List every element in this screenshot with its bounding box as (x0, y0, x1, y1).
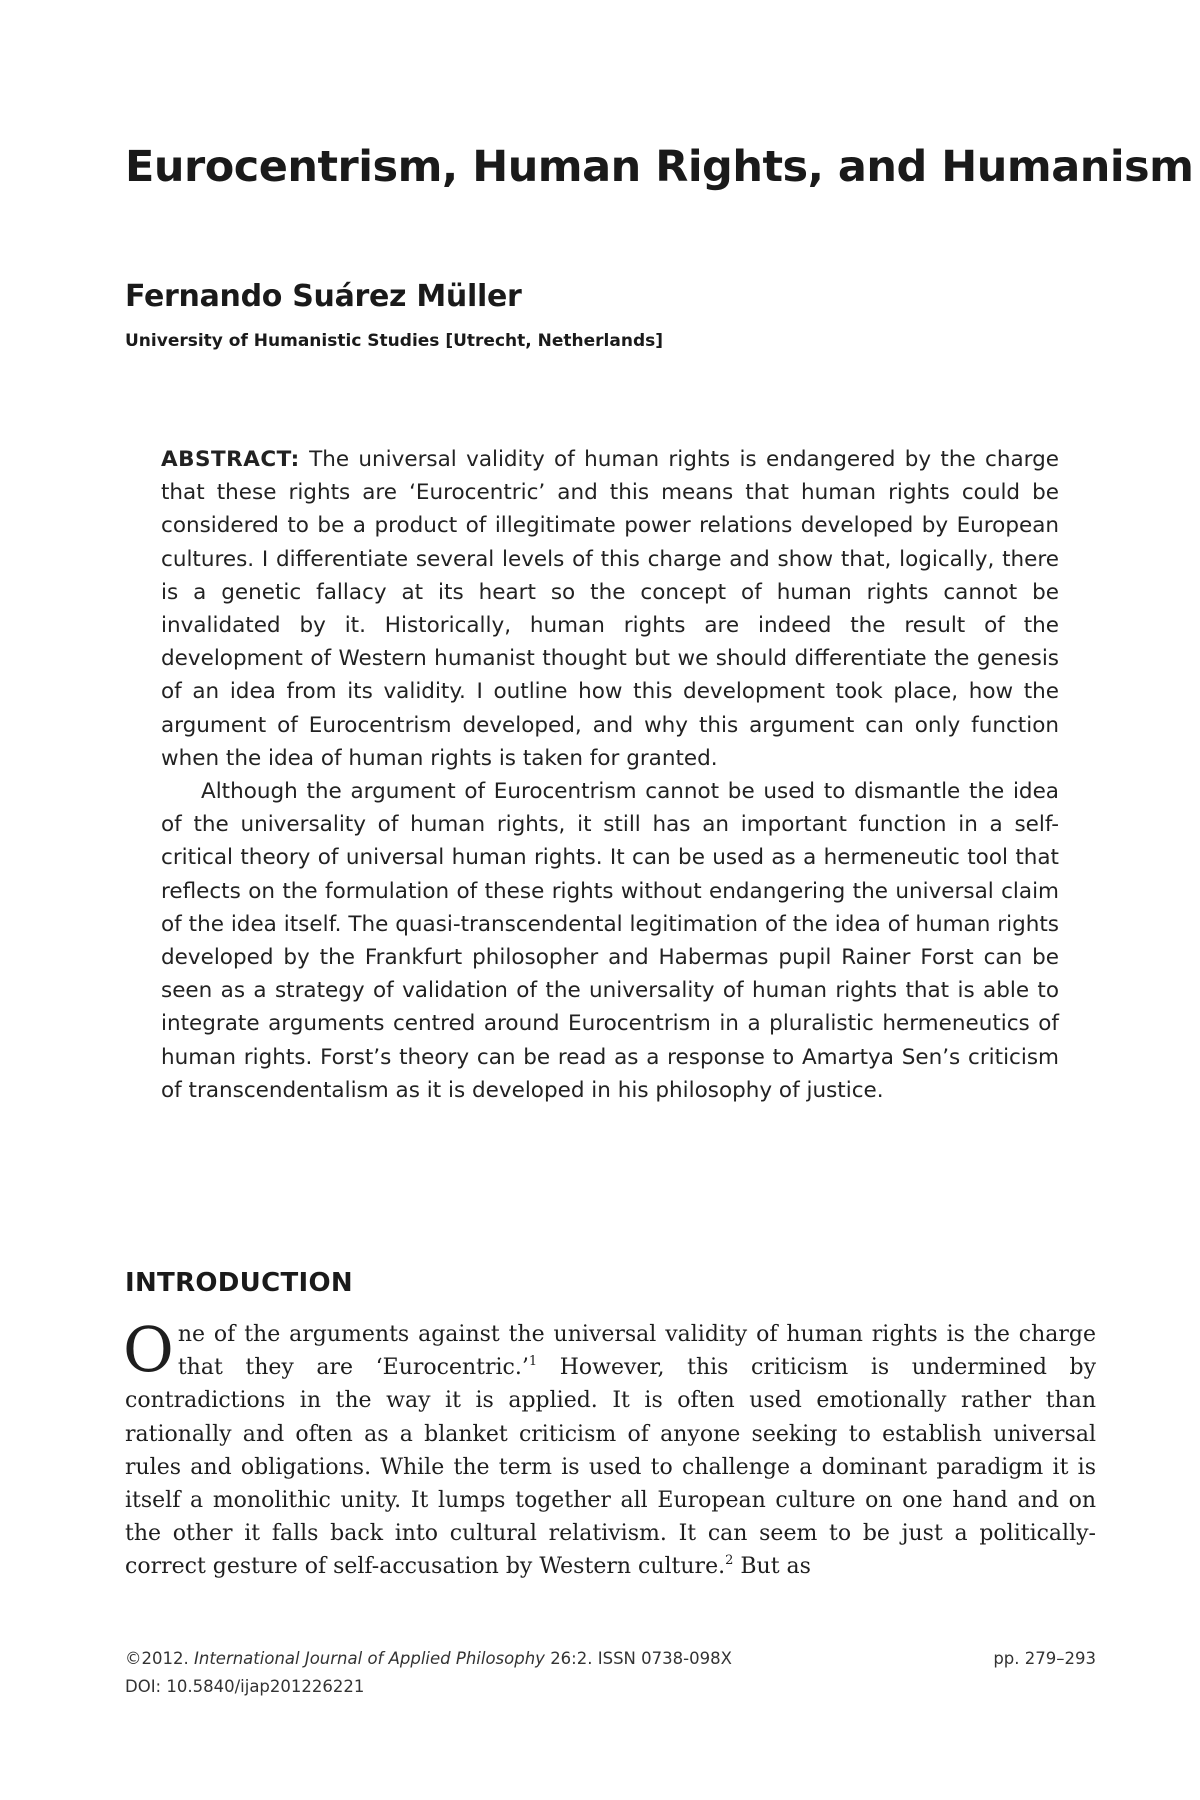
intro-text-c: But as (733, 1554, 811, 1580)
footer-doi-row (125, 1673, 1096, 1701)
author-name: Fernando Suárez Müller (125, 279, 522, 314)
footer-journal-name: International Journal of Applied Philosophy (194, 1649, 545, 1668)
drop-cap: O (123, 1313, 174, 1386)
footer-page-range: pp. 279–293 (993, 1649, 1096, 1668)
intro-text-b: However, this criticism is undermined by contradictions in the way it is applied. It is often used emotionally rather than rationally and often as a blanket criticism of anyone seeking to establish universal rules and obligations. While the term is used to challenge a dominant paradigm it is itself a monolithic unity. It lumps together all European culture on one hand and on the other it falls back into cultural relativism. It can seem to be just a politically-correct gesture of self-accusation by Western culture. (125, 1355, 1096, 1580)
abstract-text-1: The universal validity of human rights is endangered by the charge that these rights are ‘Eurocentric’ and this means that human rights could be considered to be a product of illegitimate power relations developed by European cultures. I differentiate several levels of this charge and show that, logically, there is a genetic fallacy at its heart so the concept of human rights cannot be invalidated by it. Historically, human rights are indeed the result of the development of Western humanist thought but we should differentiate the genesis of an idea from its validity. I outline how this development took place, how the argument of Eurocentrism developed, and why this argument can only function when the idea of human rights is taken for granted. (161, 447, 1059, 771)
abstract-block (161, 443, 1059, 1107)
author-affiliation: University of Humanistic Studies [Utrecht, Netherlands] (125, 331, 663, 351)
footnote-marker-1[interactable]: 1 (528, 1354, 538, 1370)
introduction-body (123, 1313, 1096, 1584)
footnote-marker-2[interactable]: 2 (725, 1553, 734, 1569)
footer-issue: 26:2. ISSN 0738-098X (550, 1649, 732, 1668)
section-heading-introduction: INTRODUCTION (125, 1268, 353, 1298)
article-title: Eurocentrism, Human Rights, and Humanism (125, 142, 1194, 192)
abstract-paragraph-2: Although the argument of Eurocentrism cannot be used to dismantle the idea of the universality of human rights, it still has an important function in a self-critical theory of universal human rights. It can be used as a hermeneutic tool that reflects on the formulation of these rights without endangering the universal claim of the idea itself. The quasi-transcendental legitimation of the idea of human rights developed by the Frankfurt philosopher and Habermas pupil Rainer Forst can be seen as a strategy of validation of the universality of human rights that is able to integrate arguments centred around Eurocentrism in a pluralistic hermeneutics of human rights. Forst’s theory can be read as a response to Amartya Sen’s criticism of transcendentalism as it is developed in his philosophy of justice. (161, 779, 1059, 1103)
abstract-paragraph-1 (161, 443, 1059, 775)
introduction-paragraph (123, 1313, 1096, 1584)
page-footer (125, 1645, 1096, 1701)
footer-citation-row (125, 1645, 1096, 1673)
abstract-label: ABSTRACT: (161, 447, 300, 472)
footer-copyright: ©2012. (125, 1649, 189, 1668)
footer-doi[interactable]: DOI: 10.5840/ijap201226221 (125, 1677, 365, 1696)
intro-text-a: ne of the arguments against the universal validity of human rights is the charge that they are ‘Eurocentric.’ (177, 1322, 1096, 1381)
